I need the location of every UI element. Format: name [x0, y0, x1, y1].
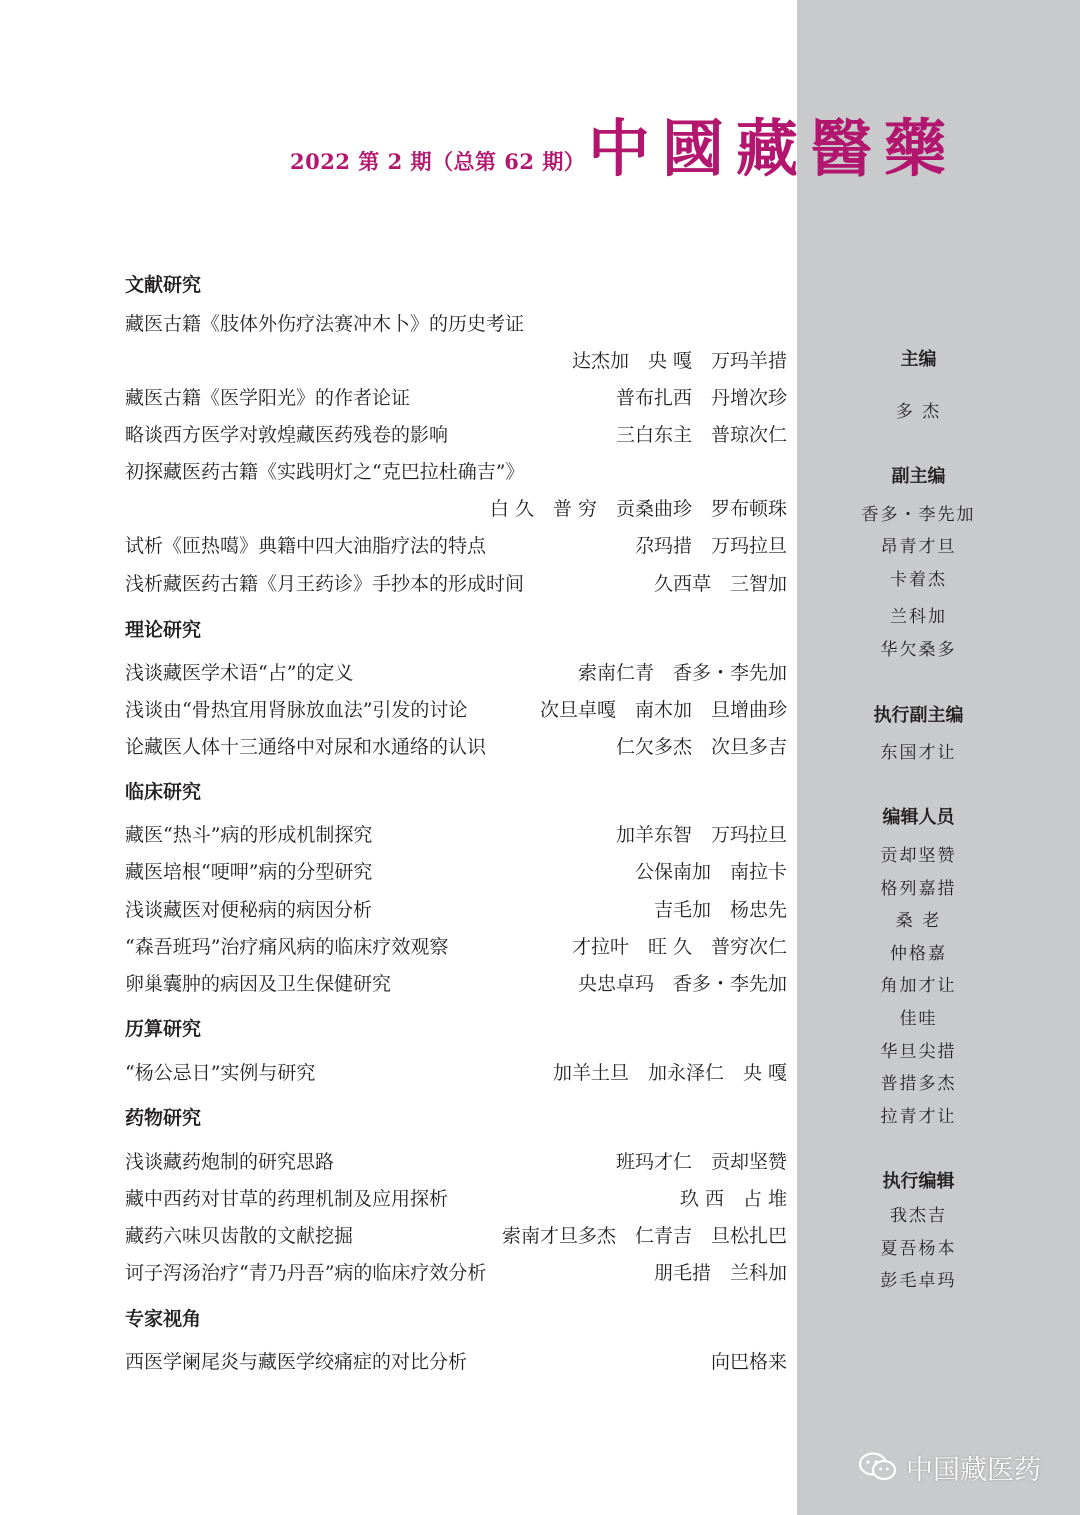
- article-authors: 索南仁青 香多・李先加: [577, 662, 787, 684]
- toc-entry[interactable]: [125, 1349, 787, 1375]
- article-title: 略谈西方医学对敦煌藏医药残卷的影响: [125, 424, 449, 446]
- toc-entry[interactable]: [125, 971, 787, 997]
- article-authors: 三白东主 普琼次仁: [615, 424, 787, 446]
- staff-name: 角加才让: [880, 976, 957, 996]
- toc-entry[interactable]: [125, 385, 787, 411]
- article-authors: 久西草 三智加: [653, 573, 787, 595]
- staff-name: 东国才让: [880, 743, 957, 763]
- article-authors: 次旦卓嘎 南木加 旦增曲珍: [539, 699, 787, 721]
- staff-name: 华旦尖措: [880, 1042, 957, 1062]
- watermark: [858, 1447, 1041, 1487]
- toc-entry[interactable]: [125, 1186, 787, 1212]
- toc-entry-authors: [125, 496, 787, 522]
- article-title: 浅谈由“骨热宜用肾脉放血法”引发的讨论: [125, 699, 468, 721]
- article-title: 藏医“热斗”病的形成机制探究: [125, 824, 373, 846]
- staff-name: 卡着杰: [890, 570, 947, 590]
- watermark-text: 中国藏医药: [906, 1454, 1041, 1486]
- toc-entry[interactable]: [125, 422, 787, 448]
- toc-entry[interactable]: [125, 697, 787, 723]
- article-authors: 白 久 普 穷 贡桑曲珍 罗布顿珠: [489, 498, 787, 520]
- wechat-icon: [858, 1451, 898, 1483]
- role-executive-deputy-editor: 执行副主编: [873, 705, 964, 726]
- article-authors: 向巴格来: [710, 1351, 787, 1373]
- article-title: 藏医古籍《肢体外伤疗法赛冲木卜》的历史考证: [125, 313, 525, 335]
- staff-name: 彭毛卓玛: [880, 1271, 957, 1291]
- toc-entry[interactable]: [125, 459, 787, 485]
- article-authors: 玖 西 占 堆: [679, 1188, 787, 1210]
- toc-entry[interactable]: [125, 1260, 787, 1286]
- toc-entry[interactable]: [125, 897, 787, 923]
- article-title: 浅谈藏药炮制的研究思路: [125, 1151, 335, 1173]
- staff-name: 华欠桑多: [880, 640, 957, 660]
- article-title: 藏医古籍《医学阳光》的作者论证: [125, 387, 411, 409]
- article-authors: 尕玛措 万玛拉旦: [634, 535, 787, 557]
- article-title: 试析《匝热噶》典籍中四大油脂疗法的特点: [125, 535, 487, 557]
- article-title: 卵巢囊肿的病因及卫生保健研究: [125, 973, 392, 995]
- toc-entry[interactable]: [125, 1223, 787, 1249]
- toc-entry[interactable]: [125, 311, 787, 337]
- article-authors: 普布扎西 丹增次珍: [615, 387, 787, 409]
- staff-name: 仲格嘉: [890, 944, 947, 964]
- article-title: 论藏医人体十三通络中对尿和水通络的认识: [125, 736, 487, 758]
- toc-entry[interactable]: [125, 660, 787, 686]
- issue-number: 2022 第 2 期（总第 62 期）: [290, 149, 586, 174]
- article-authors: 仁欠多杰 次旦多吉: [615, 736, 787, 758]
- toc-entry[interactable]: [125, 1060, 787, 1086]
- article-authors: 公保南加 南拉卡: [634, 861, 787, 883]
- article-title: 初探藏医药古籍《实践明灯之“克巴拉杜确吉”》: [125, 461, 525, 483]
- staff-name: 贡却坚赞: [880, 846, 957, 866]
- role-editor-in-chief: 主编: [900, 349, 937, 370]
- staff-name: 香多・李先加: [861, 505, 976, 525]
- journal-title: 中國藏醫藥: [588, 112, 959, 185]
- article-authors: 朋毛措 兰科加: [653, 1262, 787, 1284]
- role-editors: 编辑人员: [882, 807, 955, 828]
- article-authors: 班玛才仁 贡却坚赞: [615, 1151, 787, 1173]
- toc-entry[interactable]: [125, 934, 787, 960]
- toc-entry[interactable]: [125, 1149, 787, 1175]
- section-title: 文献研究: [125, 274, 202, 296]
- section-title: 临床研究: [125, 781, 202, 803]
- staff-name: 桑 老: [895, 911, 942, 931]
- article-title: “杨公忌日”实例与研究: [125, 1062, 316, 1084]
- role-executive-editors: 执行编辑: [882, 1171, 955, 1192]
- staff-name: 佳哇: [899, 1009, 938, 1029]
- toc-entry[interactable]: [125, 533, 787, 559]
- article-authors: 达杰加 央 嘎 万玛羊措: [571, 350, 787, 372]
- article-authors: 央忠卓玛 香多・李先加: [577, 973, 787, 995]
- section-title: 专家视角: [125, 1308, 202, 1330]
- article-title: 藏医培根“哽呷”病的分型研究: [125, 861, 373, 883]
- article-title: 藏中西药对甘草的药理机制及应用探析: [125, 1188, 449, 1210]
- staff-name: 格列嘉措: [880, 879, 957, 899]
- toc-entry-authors: [125, 348, 787, 374]
- staff-name: 多 杰: [895, 402, 942, 422]
- toc-entry[interactable]: [125, 822, 787, 848]
- toc-entry[interactable]: [125, 859, 787, 885]
- article-title: 西医学阑尾炎与藏医学绞痛症的对比分析: [125, 1351, 468, 1373]
- article-authors: 吉毛加 杨忠先: [653, 899, 787, 921]
- staff-name: 夏吾杨本: [880, 1239, 957, 1259]
- staff-name: 普措多杰: [880, 1074, 957, 1094]
- article-title: 诃子泻汤治疗“青乃丹吾”病的临床疗效分析: [125, 1262, 487, 1284]
- section-title: 理论研究: [125, 619, 202, 641]
- staff-name: 我杰吉: [890, 1206, 947, 1226]
- role-deputy-editor: 副主编: [891, 466, 946, 487]
- article-authors: 索南才旦多杰 仁青吉 旦松扎巴: [501, 1225, 787, 1247]
- article-title: 浅析藏医药古籍《月王药诊》手抄本的形成时间: [125, 573, 525, 595]
- section-title: 药物研究: [125, 1107, 202, 1129]
- staff-name: 兰科加: [890, 607, 947, 627]
- article-title: 浅谈藏医学术语“占”的定义: [125, 662, 354, 684]
- toc-entry[interactable]: [125, 571, 787, 597]
- article-title: “森吾班玛”治疗痛风病的临床疗效观察: [125, 936, 449, 958]
- article-authors: 才拉叶 旺 久 普穷次仁: [571, 936, 787, 958]
- article-authors: 加羊土旦 加永泽仁 央 嘎: [552, 1062, 787, 1084]
- staff-name: 昂青才旦: [880, 537, 957, 557]
- toc-entry[interactable]: [125, 734, 787, 760]
- article-authors: 加羊东智 万玛拉旦: [615, 824, 787, 846]
- article-title: 浅谈藏医对便秘病的病因分析: [125, 899, 373, 921]
- article-title: 藏药六味贝齿散的文献挖掘: [125, 1225, 354, 1247]
- staff-name: 拉青才让: [880, 1107, 957, 1127]
- section-title: 历算研究: [125, 1018, 202, 1040]
